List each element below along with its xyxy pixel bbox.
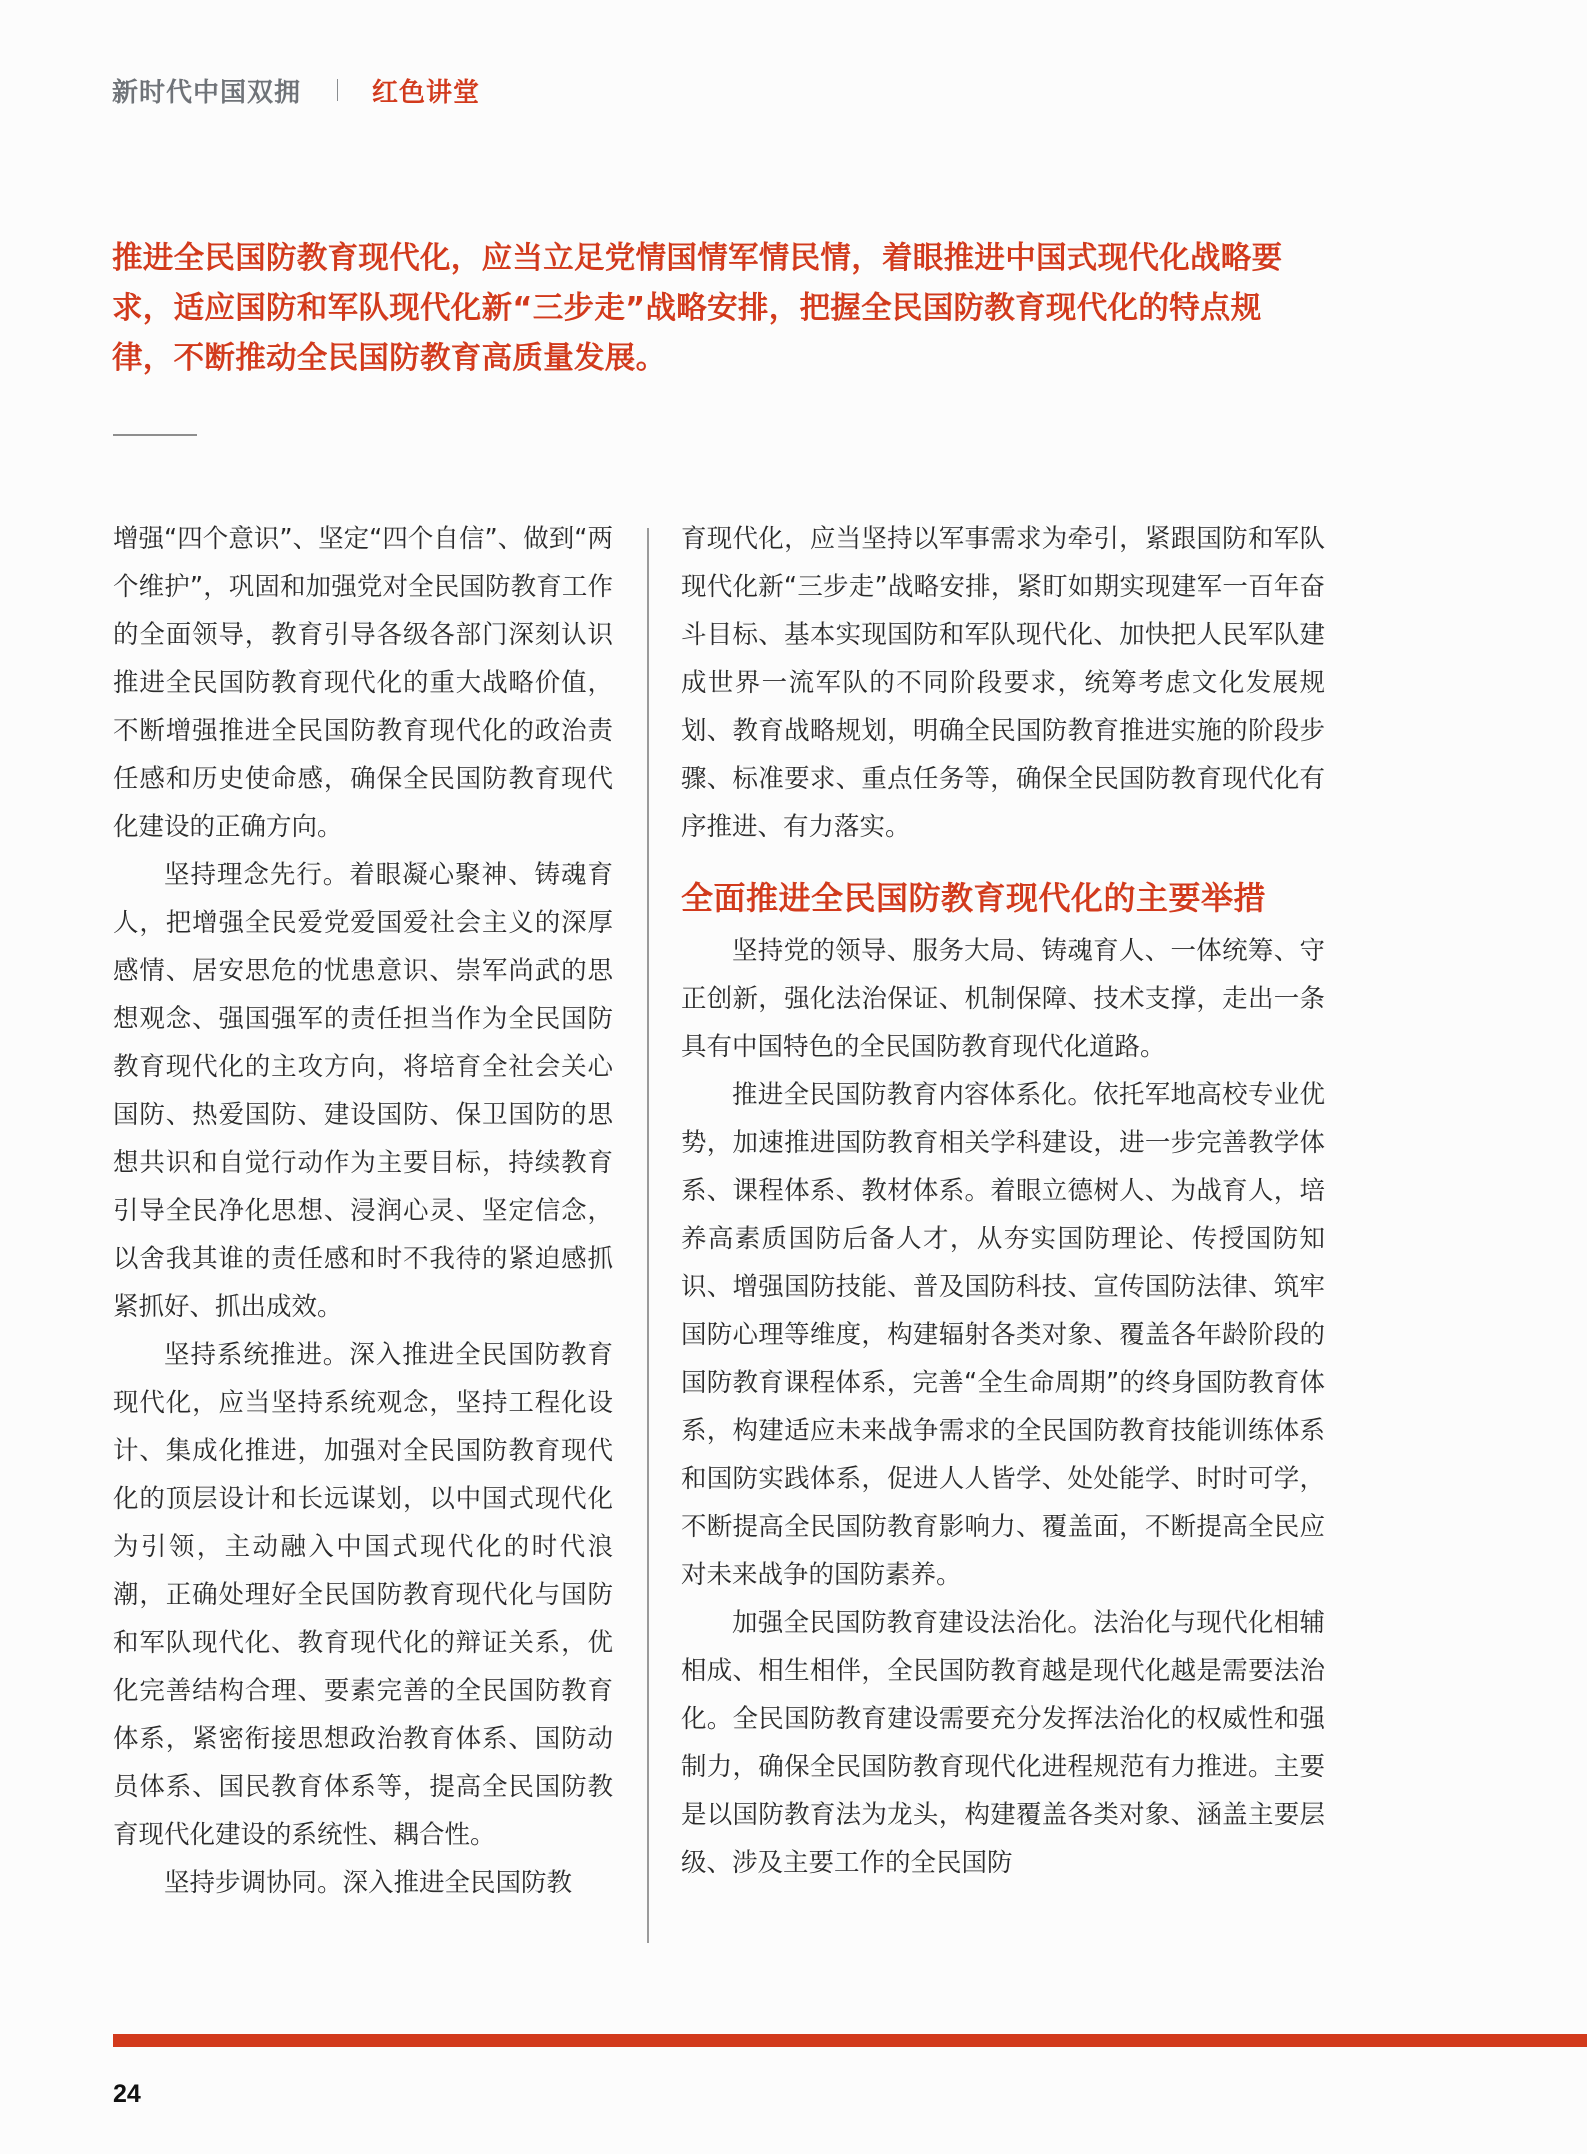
section-subheading: 全面推进全民国防教育现代化的主要举措 xyxy=(681,879,1267,917)
left-column xyxy=(113,515,613,1907)
section-name: 红色讲堂 xyxy=(372,77,481,108)
footer-accent-bar xyxy=(113,2034,1587,2047)
magazine-name: 新时代中国双拥 xyxy=(112,77,302,108)
column-divider xyxy=(647,528,649,1943)
running-header xyxy=(112,70,480,110)
body-paragraph: 加强全民国防教育建设法治化。法治化与现代化相辅相成、相生相伴，全民国防教育越是现代化越是需要法治化。全民国防教育建设需要充分发挥法治化的权威性和强制力，确保全民国防教育现代化进程规范有力推进。主要是以国防教育法为龙头，构建覆盖各类对象、涵盖主要层级、涉及主要工作的全民国防 xyxy=(681,1608,1325,1878)
page-number: 24 xyxy=(113,2080,141,2108)
right-column xyxy=(681,515,1325,1887)
header-separator xyxy=(337,79,338,101)
body-paragraph: 增强“四个意识”、坚定“四个自信”、做到“两个维护”，巩固和加强党对全民国防教育工作的全面领导，教育引导各级各部门深刻认识推进全民国防教育现代化的重大战略价值，不断增强推进全民国防教育现代化的政治责任感和历史使命感，确保全民国防教育现代化建设的正确方向。 xyxy=(113,524,613,842)
body-paragraph: 育现代化，应当坚持以军事需求为牵引，紧跟国防和军队现代化新“三步走”战略安排，紧盯如期实现建军一百年奋斗目标、基本实现国防和军队现代化、加快把人民军队建成世界一流军队的不同阶段要求，统筹考虑文化发展规划、教育战略规划，明确全民国防教育推进实施的阶段步骤、标准要求、重点任务等，确保全民国防教育现代化有序推进、有力落实。 xyxy=(681,524,1325,842)
lead-divider xyxy=(113,434,197,436)
body-paragraph: 坚持步调协同。深入推进全民国防教 xyxy=(164,1868,573,1898)
body-paragraph: 坚持理念先行。着眼凝心聚神、铸魂育人，把增强全民爱党爱国爱社会主义的深厚感情、居安思危的忧患意识、崇军尚武的思想观念、强国强军的责任担当作为全民国防教育现代化的主攻方向，将培育全社会关心国防、热爱国防、建设国防、保卫国防的思想共识和自觉行动作为主要目标，持续教育引导全民净化思想、浸润心灵、坚定信念，以舍我其谁的责任感和时不我待的紧迫感抓紧抓好、抓出成效。 xyxy=(113,860,613,1322)
body-paragraph: 坚持系统推进。深入推进全民国防教育现代化，应当坚持系统观念，坚持工程化设计、集成化推进，加强对全民国防教育现代化的顶层设计和长远谋划，以中国式现代化为引领，主动融入中国式现代化的时代浪潮，正确处理好全民国防教育现代化与国防和军队现代化、教育现代化的辩证关系，优化完善结构合理、要素完善的全民国防教育体系，紧密衔接思想政治教育体系、国防动员体系、国民教育体系等，提高全民国防教育现代化建设的系统性、耦合性。 xyxy=(113,1340,613,1850)
lead-paragraph: 推进全民国防教育现代化，应当立足党情国情军情民情，着眼推进中国式现代化战略要求，适应国防和军队现代化新“三步走”战略安排，把握全民国防教育现代化的特点规律，不断推动全民国防教育高质量发展。 xyxy=(112,241,1283,376)
body-paragraph: 坚持党的领导、服务大局、铸魂育人、一体统筹、守正创新，强化法治保证、机制保障、技术支撑，走出一条具有中国特色的全民国防教育现代化道路。 xyxy=(681,936,1325,1062)
body-paragraph: 推进全民国防教育内容体系化。依托军地高校专业优势，加速推进国防教育相关学科建设，进一步完善教学体系、课程体系、教材体系。着眼立德树人、为战育人，培养高素质国防后备人才，从夯实国防理论、传授国防知识、增强国防技能、普及国防科技、宣传国防法律、筑牢国防心理等维度，构建辐射各类对象、覆盖各年龄阶段的国防教育课程体系，完善“全生命周期”的终身国防教育体系，构建适应未来战争需求的全民国防教育技能训练体系和国防实践体系，促进人人皆学、处处能学、时时可学，不断提高全民国防教育影响力、覆盖面，不断提高全民应对未来战争的国防素养。 xyxy=(681,1080,1325,1590)
